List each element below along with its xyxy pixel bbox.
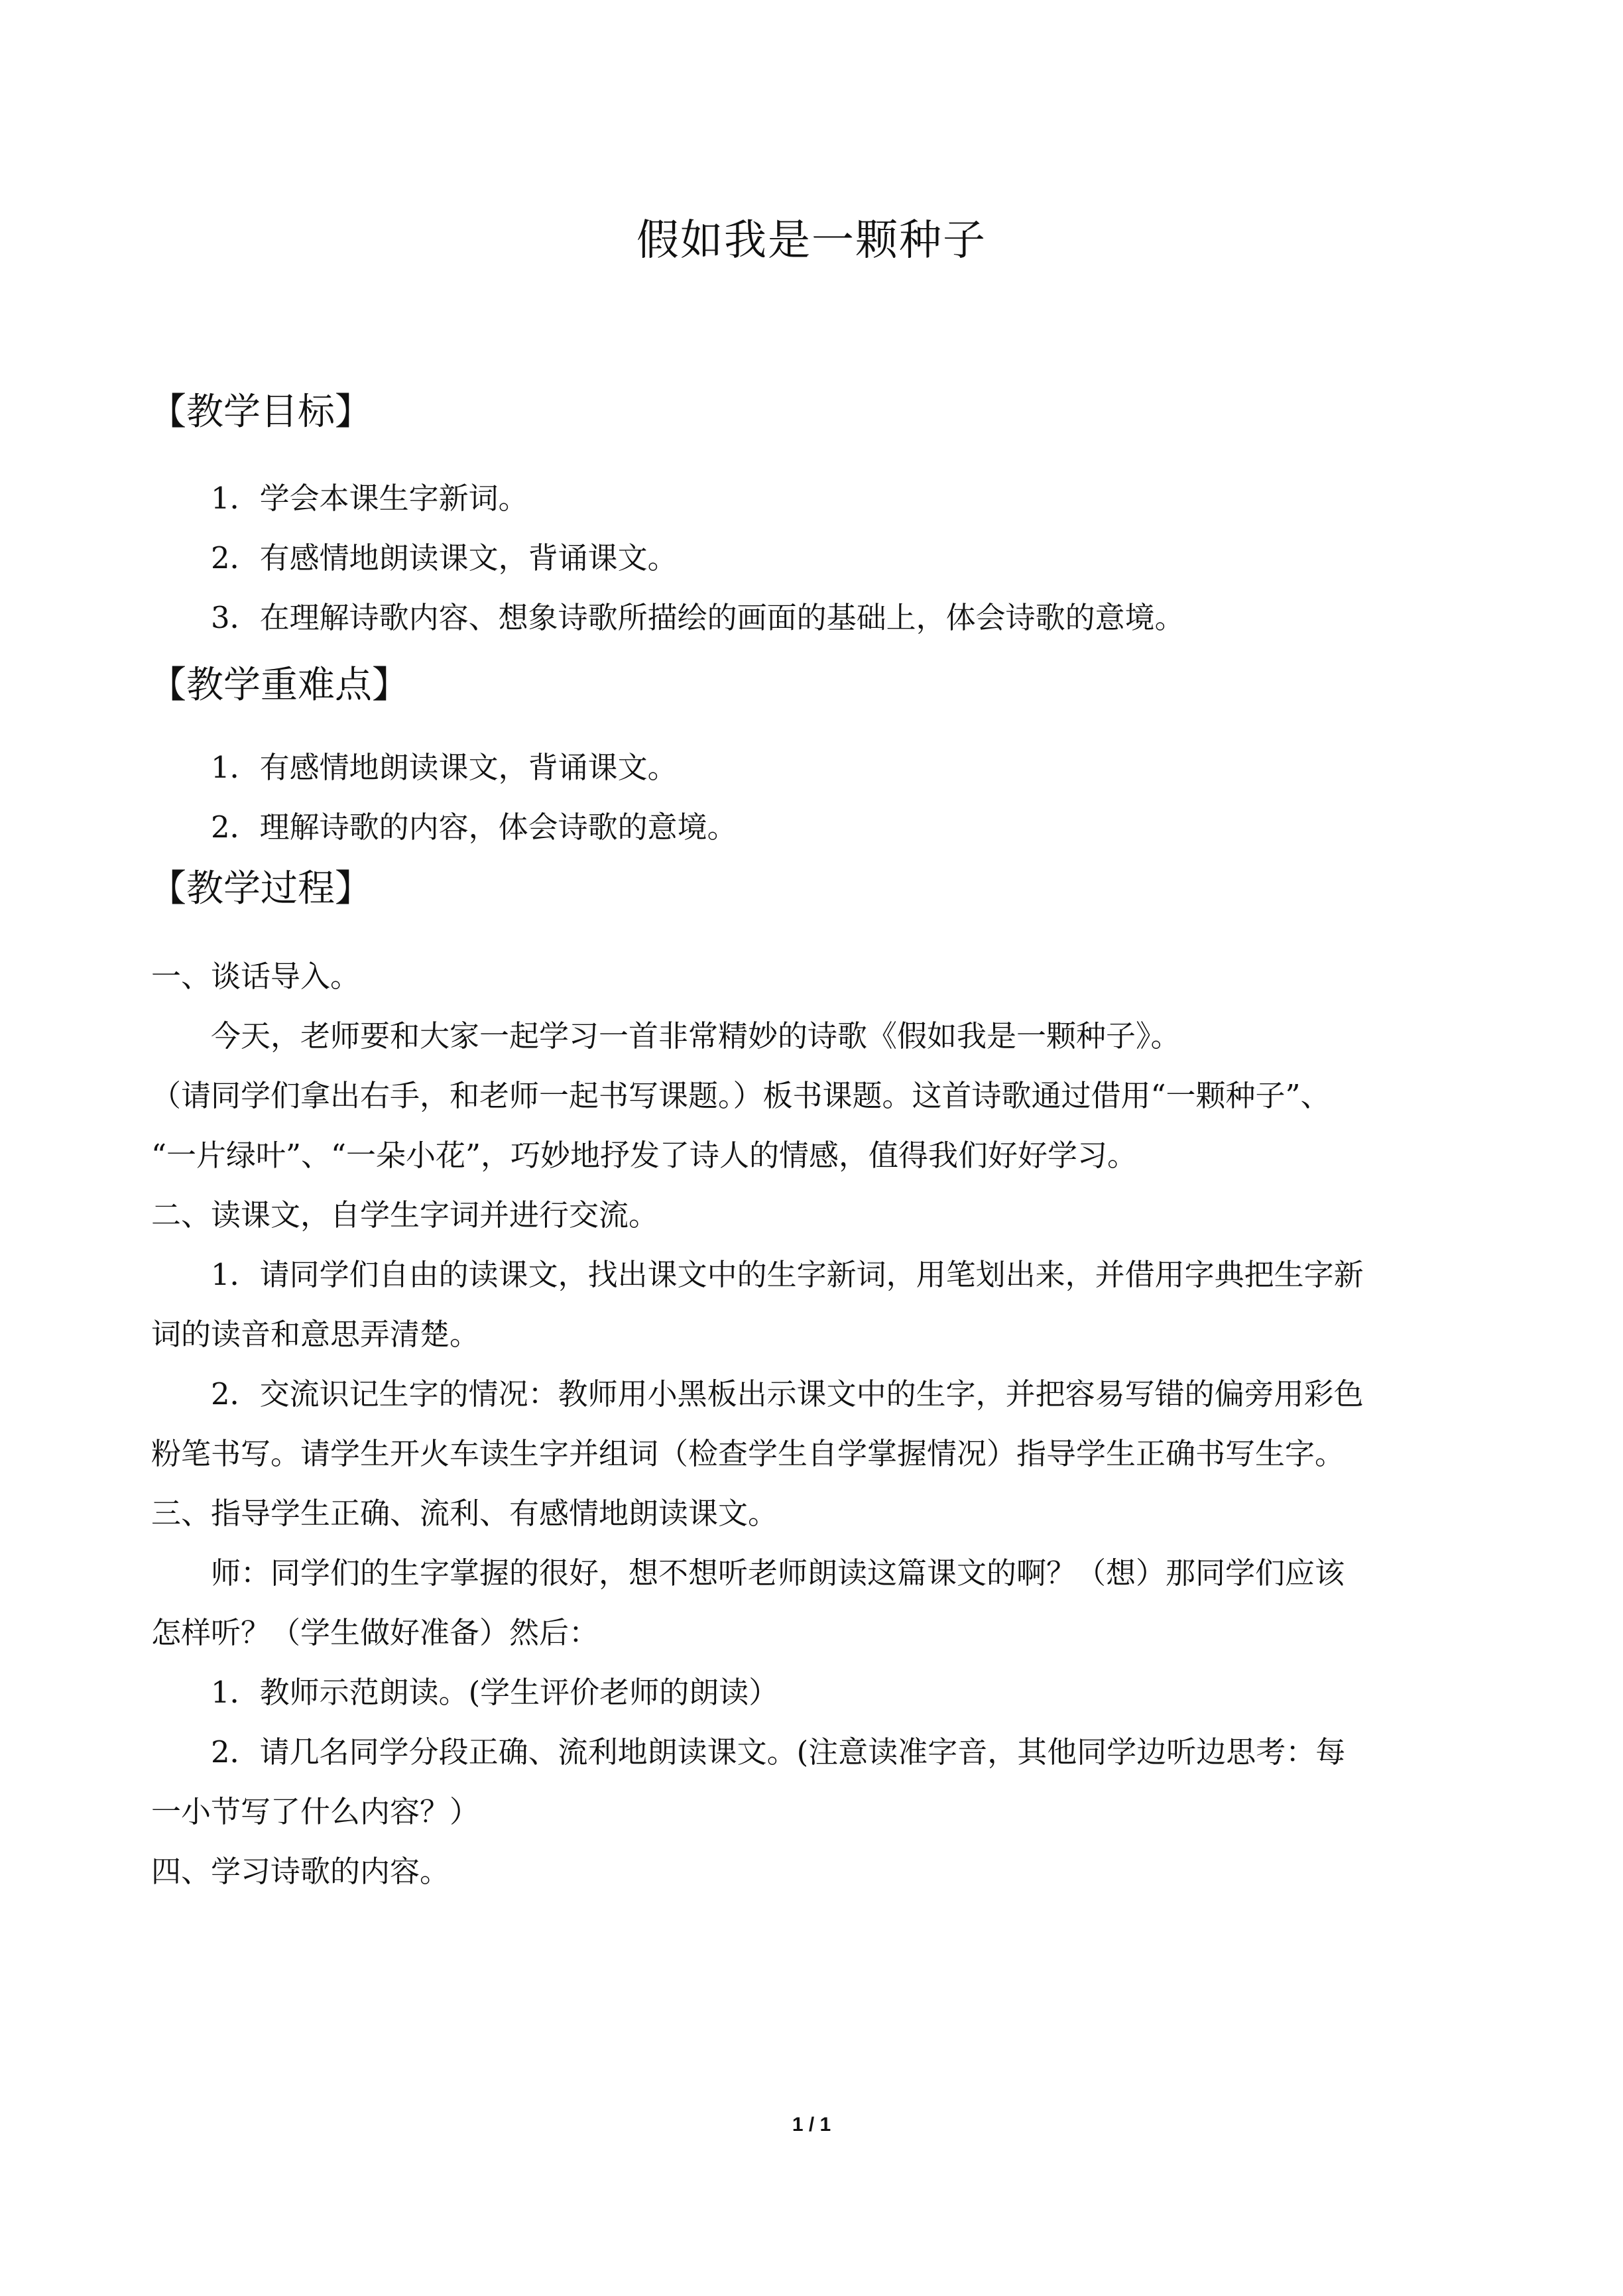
section-heading-goals: 【教学目标】 — [149, 391, 372, 434]
process-paragraph-line: 1．请同学们自由的读课文，找出课文中的生字新词，用笔划出来，并借用字典把生字新 — [211, 1257, 1364, 1292]
process-paragraph-line: 1．教师示范朗读。(学生评价老师的朗读） — [211, 1675, 779, 1710]
process-paragraph-line: 一小节写了什么内容？） — [151, 1794, 480, 1829]
process-paragraph-line: （请同学们拿出右手，和老师一起书写课题。）板书课题。这首诗歌通过借用“一颗种子”、 — [151, 1078, 1331, 1113]
page-number: 1 / 1 — [792, 2114, 831, 2136]
process-paragraph-line: 2．交流识记生字的情况：教师用小黑板出示课文中的生字，并把容易写错的偏旁用彩色 — [211, 1376, 1364, 1412]
process-step-heading-3: 三、指导学生正确、流利、有感情地朗读课文。 — [151, 1496, 778, 1531]
process-paragraph-line: 怎样听？（学生做好准备）然后： — [151, 1615, 599, 1650]
goal-item-2: 2．有感情地朗读课文，背诵课文。 — [211, 540, 678, 575]
process-paragraph-line: “一片绿叶”、“一朵小花”，巧妙地抒发了诗人的情感，值得我们好好学习。 — [151, 1138, 1138, 1173]
process-step-heading-4: 四、学习诗歌的内容。 — [151, 1854, 450, 1889]
document-title: 假如我是一颗种子 — [636, 216, 987, 265]
process-step-heading-1: 一、谈话导入。 — [151, 959, 361, 994]
process-paragraph-line: 粉笔书写。请学生开火车读生字并组词（检查学生自学掌握情况）指导学生正确书写生字。 — [151, 1436, 1345, 1471]
process-paragraph-line: 词的读音和意思弄清楚。 — [151, 1317, 480, 1352]
section-heading-process: 【教学过程】 — [149, 867, 372, 910]
process-paragraph-line: 2．请几名同学分段正确、流利地朗读课文。(注意读准字音，其他同学边听边思考：每 — [211, 1734, 1346, 1770]
goal-item-3: 3．在理解诗歌内容、想象诗歌所描绘的画面的基础上，体会诗歌的意境。 — [211, 600, 1185, 635]
goal-item-1: 1．学会本课生字新词。 — [211, 481, 528, 516]
process-step-heading-2: 二、读课文，自学生字词并进行交流。 — [151, 1197, 659, 1233]
process-paragraph-line: 师：同学们的生字掌握的很好，想不想听老师朗读这篇课文的啊？（想）那同学们应该 — [211, 1555, 1345, 1591]
section-heading-key-points: 【教学重难点】 — [149, 664, 409, 707]
process-paragraph-line: 今天，老师要和大家一起学习一首非常精妙的诗歌《假如我是一颗种子》。 — [211, 1018, 1181, 1054]
key-point-item-2: 2．理解诗歌的内容，体会诗歌的意境。 — [211, 810, 737, 845]
key-point-item-1: 1．有感情地朗读课文，背诵课文。 — [211, 750, 678, 785]
